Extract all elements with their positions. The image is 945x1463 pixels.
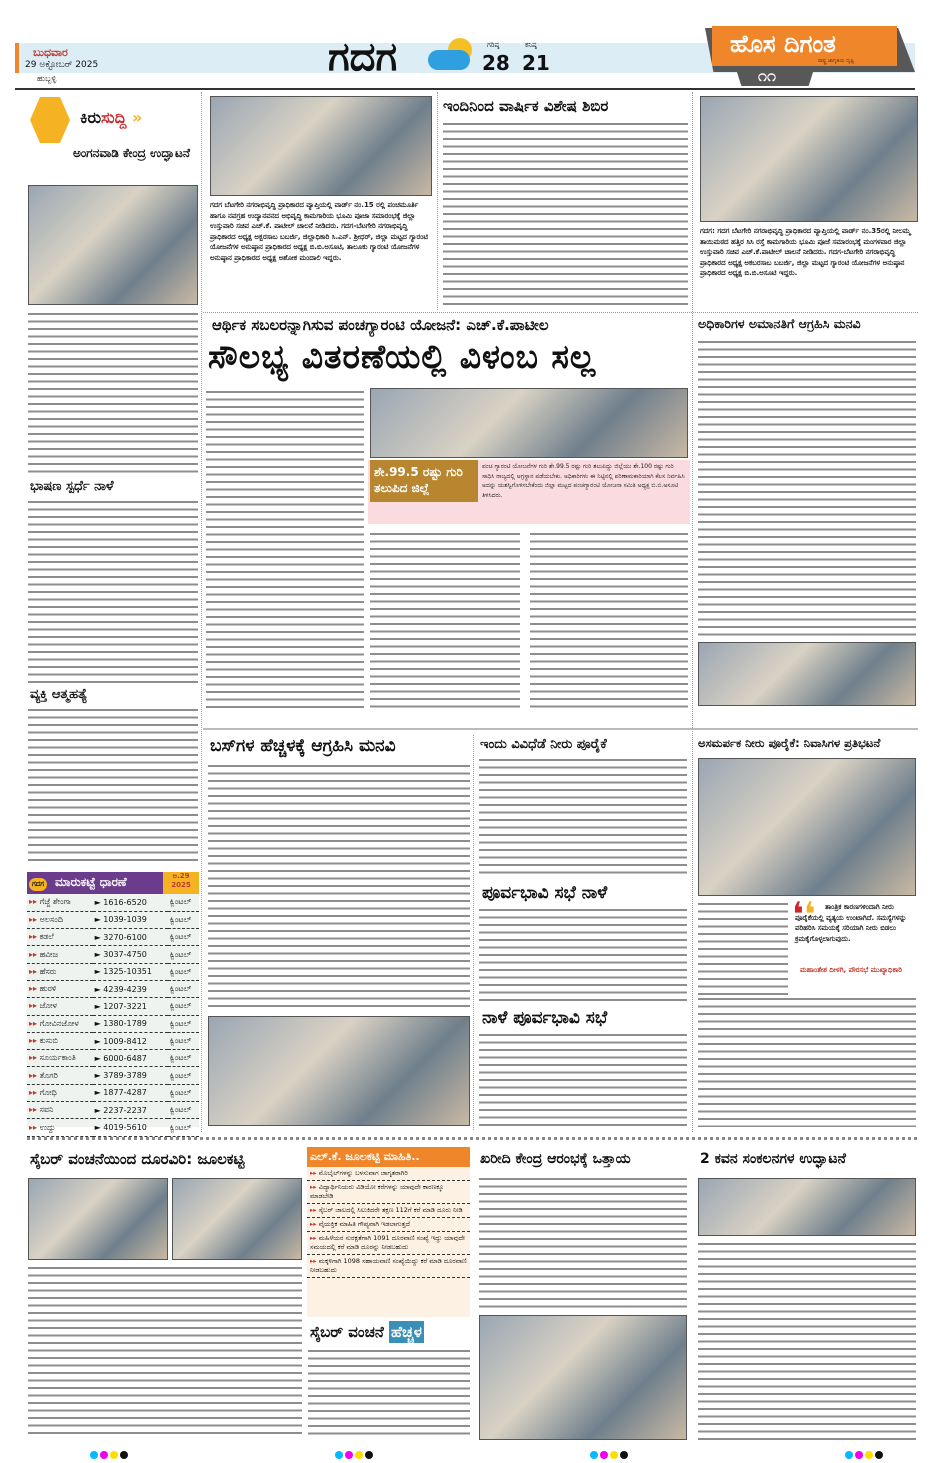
market-item: ▸▸ ಅಲಸಂದಿ	[27, 911, 93, 928]
tagline: ರಾಷ್ಟ್ರ ಜಾಗೃತಿಯ ದೃಷ್ಟಿ	[818, 58, 855, 64]
market-unit: ಕ್ವಿಂಟಲ್	[168, 1050, 199, 1067]
market-item: ▸▸ ಜೋಳ	[27, 998, 93, 1015]
market-unit: ಕ್ವಿಂಟಲ್	[168, 1102, 199, 1119]
article-suicide-body	[28, 706, 198, 866]
market-price: ► 6000-6487	[93, 1050, 168, 1067]
accent-bar	[15, 43, 19, 73]
market-unit: ಕ್ವಿಂಟಲ್	[168, 963, 199, 980]
divider	[437, 92, 438, 310]
market-price: ► 2237-2237	[93, 1102, 168, 1119]
photo-cyber-2	[172, 1178, 302, 1260]
tip-item: ▸▸ ಸೈಬರ್ ಜಾಲದಲ್ಲಿ ಸಿಲುಕಿದರೇ ತಕ್ಷಣ 112ಗೆ ಕರೆ ಮಾಡಿ ದೂರು ನೀಡಿ	[307, 1204, 470, 1218]
kirusuddi-badge	[30, 97, 70, 143]
article-anganwadi-body	[28, 310, 198, 475]
headline-bus: ಬಸ್‌ಗಳ ಹೆಚ್ಚಳಕ್ಕೆ ಆಗ್ರಹಿಸಿ ಮನವಿ	[210, 736, 396, 756]
market-item: ▸▸ ಹುರಳಿ	[27, 980, 93, 997]
market-row	[27, 963, 199, 980]
headline-purchase-centre: ಖರೀದಿ ಕೇಂದ್ರ ಆರಂಭಕ್ಕೆ ಒತ್ತಾಯ	[480, 1151, 631, 1167]
tip-item: ▸▸ ಮೊಬೈಲ್‌ಗಳನ್ನು ಬಳಸುವಾಗ ಜಾಗೃತರಾಗಿರಿ	[307, 1167, 470, 1181]
headline-cyber-increase-a: ಸೈಬರ್ ವಂಚನೆ	[310, 1323, 384, 1341]
market-price: ► 1877-4287	[93, 1084, 168, 1101]
photo-cyber-1	[28, 1178, 168, 1260]
photo-guarantee-meeting	[370, 388, 688, 458]
suddi-text: ಸುದ್ದಿ	[101, 108, 127, 127]
headline-water-supply: ಇಂದು ವಿವಿಧೆಡೆ ನೀರು ಪೂರೈಕೆ	[480, 737, 607, 752]
article-cyber-increase-body	[308, 1347, 470, 1439]
market-item: ▸▸ ಹವೀಜ	[27, 946, 93, 963]
divider	[27, 1137, 917, 1140]
article-protest-body-a	[698, 900, 788, 995]
weather-icon	[428, 38, 478, 72]
market-item: ▸▸ ಉದ್ದು	[27, 1119, 93, 1136]
market-row	[27, 1050, 199, 1067]
page-number: ೧೧	[758, 66, 776, 85]
headline-cyber-increase	[310, 1325, 424, 1340]
article-purchase-body	[479, 1175, 687, 1310]
market-price: ► 1009-8412	[93, 1032, 168, 1049]
market-price: ► 1207-3221	[93, 998, 168, 1015]
market-title: ಮಾರುಕಟ್ಟೆ ಧಾರಣೆ	[55, 875, 127, 889]
headline-meeting-2: ನಾಳೆ ಪೂರ್ವಭಾವಿ ಸಭೆ	[482, 1008, 608, 1028]
tip-item: ▸▸ ಮಕ್ಕಳಿಗಾಗಿ 1098 ಸಹಾಯವಾಣಿ ಸಂಖ್ಯೆಯಿದ್ದು ಕರೆ ಮಾಡಿ ದೂರವಾಣಿ ನೀಡಬಹುದು	[307, 1255, 470, 1278]
quote-attribution: ಮಹಾಂತೇಶ ದೀಳಗಿ, ಪೌರಸಭೆ ಮುಖ್ಯಾಧಿಕಾರಿ	[800, 966, 902, 974]
article-speech-body	[28, 498, 198, 683]
market-unit: ಕ್ವಿಂಟಲ್	[168, 1119, 199, 1136]
article-water-body	[479, 756, 687, 878]
tip-item: ▸▸ ವೈಯಕ್ತಿಕ ಮಾಹಿತಿ ಗೌಪ್ಯವಾಗಿ ಇಡಲಾಗುತ್ತದೆ	[307, 1218, 470, 1232]
photo-suspension	[698, 642, 916, 706]
market-price: ► 1325-10351	[93, 963, 168, 980]
max-label: ಗರಿಷ್ಠ	[487, 41, 500, 49]
market-row	[27, 980, 199, 997]
headline-cyber-increase-b: ಹೆಚ್ಚಳ	[391, 1323, 422, 1341]
header-rule	[15, 88, 915, 90]
kiru-text: ಕಿರು	[80, 108, 102, 127]
article-bus-body	[208, 762, 470, 1012]
info-box-title: ಶೇ.99.5 ರಷ್ಟು ಗುರಿ ತಲುಪಿದ ಜಿಲ್ಲೆ	[370, 460, 478, 502]
divider	[203, 728, 918, 730]
lead-body-col2	[370, 530, 520, 708]
registration-marks	[845, 1444, 885, 1463]
divider	[203, 312, 918, 313]
max-temp: 28	[482, 51, 510, 75]
kirusuddi-title: ಕಿರುಸುದ್ದಿ »	[80, 108, 143, 127]
market-unit: ಕ್ವಿಂಟಲ್	[168, 894, 199, 911]
headline-meeting-tomorrow: ಪೂರ್ವಭಾವಿ ಸಭೆ ನಾಳೆ	[482, 883, 608, 903]
paper-name: ಹೊಸ ದಿಗಂತ	[730, 30, 836, 58]
market-price: ► 4239-4239	[93, 980, 168, 997]
market-unit: ಕ್ವಿಂಟಲ್	[168, 911, 199, 928]
headline-water-protest: ಅಸಮರ್ಪಕ ನೀರು ಪೂರೈಕೆ: ನಿವಾಸಿಗಳ ಪ್ರತಿಭಟನೆ	[698, 736, 881, 750]
photo-poems	[698, 1178, 916, 1236]
divider	[692, 92, 693, 1132]
registration-marks	[90, 1444, 130, 1463]
headline-officer-suspension: ಅಧಿಕಾರಿಗಳ ಅಮಾನತಿಗೆ ಆಗ್ರಹಿಸಿ ಮನವಿ	[698, 316, 861, 331]
article-annual-camp-body	[443, 120, 688, 308]
market-row	[27, 1067, 199, 1084]
market-unit: ಕ್ವಿಂಟಲ್	[168, 1067, 199, 1084]
market-price: ► 4019-5610	[93, 1119, 168, 1136]
photo-bus-memorandum	[208, 1016, 470, 1126]
market-item: ▸▸ ಹೆಸರು	[27, 963, 93, 980]
market-row	[27, 1119, 199, 1136]
market-unit: ಕ್ವಿಂಟಲ್	[168, 929, 199, 946]
market-unit: ಕ್ವಿಂಟಲ್	[168, 1084, 199, 1101]
market-row	[27, 894, 199, 911]
market-row	[27, 1084, 199, 1101]
article-protest-body-b	[698, 995, 916, 1127]
market-item: ▸▸ ಗೋಧಿ	[27, 1084, 93, 1101]
market-row	[27, 929, 199, 946]
date: 29 ಅಕ್ಟೋಬರ್ 2025	[25, 60, 99, 70]
market-unit: ಕ್ವಿಂಟಲ್	[168, 1015, 199, 1032]
market-row	[27, 911, 199, 928]
tips-list	[307, 1167, 470, 1278]
quote-icon: ❛❛	[792, 895, 816, 935]
headline-cyber: ಸೈಬರ್ ವಂಚನೆಯಿಂದ ದೂರವಿರಿ: ಜೂಲಕಟ್ಟಿ	[30, 1150, 245, 1168]
day: ಬುಧವಾರ	[33, 46, 68, 59]
registration-marks	[335, 1444, 375, 1463]
market-price: ► 1380-1789	[93, 1015, 168, 1032]
registration-marks	[590, 1444, 630, 1463]
photo-cc-road	[700, 96, 918, 222]
market-price: ► 3037-4750	[93, 946, 168, 963]
market-date: ಅ.29 2025	[163, 872, 199, 894]
headline-annual-camp: ಇಂದಿನಿಂದ ವಾರ್ಷಿಕ ವಿಶೇಷ ಶಿಬಿರ	[443, 97, 609, 115]
lead-kicker: ಆರ್ಥಿಕ ಸಬಲರನ್ನಾಗಿಸುವ ಪಂಚಗ್ಯಾರಂಟಿ ಯೋಜನೆ: ಎಚ್.ಕೆ.ಪಾಟೀಲ	[212, 316, 549, 334]
caption-cc-road: ಗದಗ: ಗದಗ ಬೆಟಗೇರಿ ನಗರಾಭಿವೃದ್ಧಿ ಪ್ರಾಧಿಕಾರದ ವ್ಯಾಪ್ತಿಯಲ್ಲಿ ವಾರ್ಡ್ ನಂ.35ರಲ್ಲಿ ನೀಲಮ್ಮ ತಾಯಿಮಠದ ಹತ್ತಿರ ಸಿಸಿ ರಸ್ತೆ ಕಾಮಗಾರಿಯ ಭೂಮಿ ಪೂಜೆ ಸಮಾರಂಭಕ್ಕೆ ಮಂಗಳವಾರ ಜಿಲ್ಲಾ ಉಸ್ತುವಾರಿ ಸಚಿವ ಎಚ್.ಕೆ.ಪಾಟೀಲ್ ಚಾಲನೆ ನೀಡಿದರು. ಗದಗ-ಬೆಟಗೇರಿ ನಗರಾಭಿವೃದ್ಧಿ ಪ್ರಾಧಿಕಾರದ ಅಧ್ಯಕ್ಷ ಅಕಬರಸಾಬ ಬಬರ್ಜಿ, ಜಿಲ್ಲಾ ಮಟ್ಟದ ಗ್ಯಾರಂಟಿ ಯೋಜನೆಗಳ ಅನುಷ್ಠಾನ ಪ್ರಾಧಿಕಾರದ ಅಧ್ಯಕ್ಷ ಬಿ.ಬಿ.ಅಸೂಟಿ ಇದ್ದರು.	[700, 227, 911, 277]
headline-poems-release: 2 ಕವನ ಸಂಕಲನಗಳ ಉದ್ಘಾಟನೆ	[700, 1151, 846, 1167]
market-row	[27, 1015, 199, 1032]
photo-purchase	[479, 1315, 687, 1440]
market-item: ▸▸ ಕಡಲೆ	[27, 929, 93, 946]
market-item: ▸▸ ಗೋವಿನಜೋಳ	[27, 1015, 93, 1032]
market-unit: ಕ್ವಿಂಟಲ್	[168, 1032, 199, 1049]
tip-item: ▸▸ ವಿದ್ಯಾರ್ಥಿನಿಯರು ವಿಡಿಯೋ ಕರೆಗಳನ್ನು ಯಾವುದೇ ಕಾರಣಕ್ಕೂ ಮಾಡಬೇಡಿ	[307, 1181, 470, 1204]
market-tag: ಗದಗ	[29, 878, 47, 891]
photo-water-protest	[698, 758, 916, 896]
market-price: ► 3789-3789	[93, 1067, 168, 1084]
min-label: ಕನಿಷ್ಠ	[525, 41, 537, 49]
market-row	[27, 946, 199, 963]
divider	[201, 92, 202, 1132]
quote-text: ತಾಂತ್ರಿಕ ಕಾರಣಗಳಿಂದಾಗಿ ನೀರು ಪೂರೈಕೆಯಲ್ಲಿ ವ್ಯತ್ಯಯ ಉಂಟಾಗಿದೆ. ಸಮಸ್ಯೆಗಳನ್ನು ಪರಿಹರಿಸಿ ಸಮಯಕ್ಕೆ ಸರಿಯಾಗಿ ನೀರು ಬಿಡಲು ಕ್ರಮಕೈಗೊಳ್ಳಲಾಗುವುದು.	[795, 903, 907, 943]
market-row	[27, 1102, 199, 1119]
lead-headline: ಸೌಲಭ್ಯ ವಿತರಣೆಯಲ್ಲಿ ವಿಳಂಬ ಸಲ್ಲ	[208, 337, 597, 376]
market-item: ▸▸ ಸವನಿ	[27, 1102, 93, 1119]
article-poems-body	[698, 1240, 916, 1440]
market-prices-box	[27, 872, 199, 1132]
city-title: ಗದಗ	[328, 34, 398, 80]
lead-body-col1	[206, 388, 364, 708]
market-unit: ಕ್ವಿಂಟಲ್	[168, 946, 199, 963]
article-meeting1-body	[479, 906, 687, 1002]
market-item: ▸▸ ಸೂರ್ಯಕಾಂತಿ	[27, 1050, 93, 1067]
article-cyber-body	[28, 1264, 302, 1439]
market-item: ▸▸ ಕುಸುಬಿ	[27, 1032, 93, 1049]
info-box-text: ಪಂಚ ಗ್ಯಾರಂಟಿ ಯೋಜನೆಗಳ ಗುರಿ ಶೇ.99.5 ರಷ್ಟು ಗುರಿ ತಲುಪಿದ್ದು ಜಿಲ್ಲೆಯು ಶೇ.100 ರಷ್ಟು ಗುರಿ ಸಾಧಿಸಿ ರಾಜ್ಯದಲ್ಲಿ ಅಗ್ರಸ್ಥಾನ ಪಡೆಯಬೇಕು. ಅಧಿಕಾರಿಗಳು ಈ ನಿಟ್ಟಿನಲ್ಲಿ ಪರಿಣಾಮಕಾರಿಯಾಗಿ ಕೆಲಸ ನಿರ್ವಹಿಸಿ ಅದನ್ನು ಯಶಸ್ವಿಗೊಳಿಸಬೇಕೆಂದು ಜಿಲ್ಲಾ ಮಟ್ಟದ ಪಂಚಗ್ಯಾರಂಟಿ ಯೋಜನಾ ಸಮಿತಿ ಅಧ್ಯಕ್ಷ ಬಿ.ಬಿ.ಅಸೂಟಿ ತಿಳಿಸಿದರು.	[482, 463, 685, 499]
market-unit: ಕ್ವಿಂಟಲ್	[168, 980, 199, 997]
market-item: ▸▸ ತೊಗರಿ	[27, 1067, 93, 1084]
article-suspension-body	[698, 338, 916, 638]
headline-speech-competition: ಭಾಷಣ ಸ್ಪರ್ಧೆ ನಾಳೆ	[30, 479, 114, 494]
market-item: ▸▸ ಗೆಜ್ಜೆ ಶೇಂಗಾ	[27, 894, 93, 911]
market-row	[27, 998, 199, 1015]
headline-suicide: ವ್ಯಕ್ತಿ ಆತ್ಮಹತ್ಯೆ	[30, 687, 88, 702]
market-price: ► 1039-1039	[93, 911, 168, 928]
article-meeting2-body	[479, 1031, 687, 1127]
market-unit: ಕ್ವಿಂಟಲ್	[168, 998, 199, 1015]
edition: ಹುಬ್ಬಳ್ಳಿ	[37, 74, 57, 83]
min-temp: 21	[522, 51, 550, 75]
market-price: ► 1616-6520	[93, 894, 168, 911]
headline-anganwadi: ಅಂಗನವಾಡಿ ಕೇಂದ್ರ ಉದ್ಘಾಟನೆ	[72, 146, 190, 160]
tips-box-title: ಎಲ್.ಕೆ. ಜೂಲಕಟ್ಟಿ ಮಾಹಿತಿ..	[307, 1147, 470, 1167]
market-table	[27, 894, 199, 1137]
market-price: ► 3270-6100	[93, 929, 168, 946]
lead-body-col3	[530, 530, 688, 708]
divider	[473, 735, 474, 1130]
photo-panchamurthi	[210, 96, 432, 196]
market-row	[27, 1032, 199, 1049]
photo-anganwadi	[28, 185, 198, 305]
tip-item: ▸▸ ಮಹಿಳೆಯರ ಸುರಕ್ಷತೆಗಾಗಿ 1091 ದೂರವಾಣಿ ಸಂಖ್ಯೆ ಇದ್ದು ಯಾವುದೇ ಸಮಯದಲ್ಲಿ ಕರೆ ಮಾಡಿ ದೂರನ್ನು ನೀಡಬಹುದು	[307, 1232, 470, 1255]
caption-panchamurthi: ಗದಗ ಬೆಟಗೇರಿ ನಗರಾಭಿವೃದ್ಧಿ ಪ್ರಾಧಿಕಾರದ ವ್ಯಾಪ್ತಿಯಲ್ಲಿ ವಾರ್ಡ್ ನಂ.15 ರಲ್ಲಿ ಪಂಚಮೂರ್ತಿ ಹಾಗೂ ನವಗ್ರಹ ಉದ್ಯಾನವನದ ಅಭಿವೃದ್ಧಿ ಕಾಮಗಾರಿಯ ಭೂಮಿ ಪೂಜಾ ಸಮಾರಂಭಕ್ಕೆ ಜಿಲ್ಲಾ ಉಸ್ತುವಾರಿ ಸಚಿವ ಎಚ್.ಕೆ. ಪಾಟೀಲ್ ಚಾಲನೆ ನೀಡಿದರು. ಗದಗ-ಬೆಟಗೇರಿ ನಗರಾಭಿವೃದ್ಧಿ ಪ್ರಾಧಿಕಾರದ ಅಧ್ಯಕ್ಷ ಅಕ್ಬರಸಾಬ ಬಬರ್ಜಿ, ಜಿಲ್ಲಾಧಿಕಾರಿ ಸಿ.ಎನ್. ಶ್ರೀಧರ್, ಜಿಲ್ಲಾ ಮಟ್ಟದ ಗ್ಯಾರಂಟಿ ಯೋಜನೆಗಳ ಅನುಷ್ಠಾನ ಪ್ರಾಧಿಕಾರದ ಅಧ್ಯಕ್ಷ ಬಿ.ಬಿ.ಅಸೂಟಿ, ತಾಲೂಕು ಗ್ಯಾರಂಟಿ ಯೋಜನೆಗಳ ಅನುಷ್ಠಾನ ಪ್ರಾಧಿಕಾರದ ಅಧ್ಯಕ್ಷ ಅಶೋಕ ಮಂದಾಲಿ ಇದ್ದರು.	[210, 201, 428, 262]
tips-box	[307, 1147, 470, 1317]
